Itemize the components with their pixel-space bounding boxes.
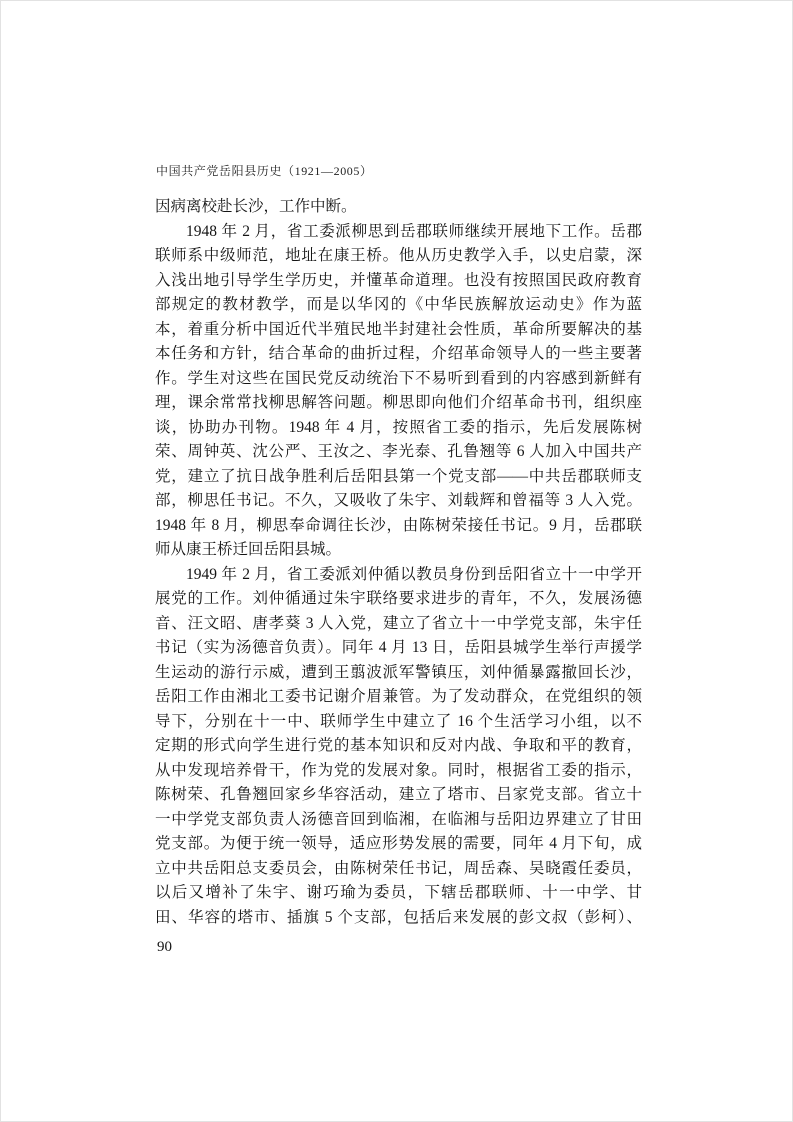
text-line: 岳阳工作由湘北工委书记谢介眉兼管。为了发动群众，在党组织的领 bbox=[155, 688, 642, 705]
text-line: 定期的形式向学生进行党的基本知识和反对内战、争取和平的教育， bbox=[155, 737, 642, 754]
text-line: 党支部。为便于统一领导，适应形势发展的需要，同年 4 月下旬，成 bbox=[155, 835, 642, 852]
text-line: 本，着重分析中国近代半殖民地半封建社会性质，革命所要解决的基 bbox=[155, 320, 642, 338]
text-line: 部，柳思任书记。不久，又吸收了朱宇、刘载辉和曾福等 3 人入党。 bbox=[155, 492, 642, 509]
text-line: 谈，协助办刊物。1948 年 4 月，按照省工委的指示，先后发展陈树 bbox=[155, 418, 642, 436]
text-line: 作。学生对这些在国民党反动统治下不易听到看到的内容感到新鲜有 bbox=[155, 369, 642, 387]
text-line: 本任务和方针，结合革命的曲折过程，介绍革命领导人的一些主要著 bbox=[155, 345, 642, 362]
text-line: 从中发现培养骨干，作为党的发展对象。同时，根据省工委的指示， bbox=[155, 761, 642, 779]
body-text bbox=[155, 195, 642, 930]
text-line: 导下，分别在十一中、联师学生中建立了 16 个生活学习小组，以不 bbox=[155, 712, 642, 730]
text-line: 党，建立了抗日战争胜利后岳阳县第一个党支部——中共岳郡联师支 bbox=[155, 467, 642, 485]
text-line: 田、华容的塔市、插旗 5 个支部，包括后来发展的彭文叔（彭柯）、 bbox=[155, 908, 642, 926]
text-line: 理，课余常常找柳思解答问题。柳思即向他们介绍革命书刊，组织座 bbox=[155, 394, 642, 411]
page-number: 90 bbox=[157, 939, 172, 955]
text-line: 生运动的游行示威，遭到王翦波派军警镇压，刘仲循暴露撤回长沙， bbox=[155, 663, 642, 681]
text-line: 音、汪文昭、唐孝葵 3 人入党，建立了省立十一中学党支部，朱宇任 bbox=[155, 614, 642, 632]
text-line: 1949 年 2 月，省工委派刘仲循以教员身份到岳阳省立十一中学开 bbox=[186, 565, 642, 583]
text-line: 以后又增补了朱宇、谢巧瑜为委员，下辖岳郡联师、十一中学、甘 bbox=[155, 884, 642, 901]
text-line: 陈树荣、孔鲁翘回家乡华容活动，建立了塔市、吕家党支部。省立十 bbox=[155, 786, 642, 803]
text-line: 部规定的教材教学，而是以华冈的《中华民族解放运动史》作为蓝 bbox=[155, 296, 642, 313]
text-line: 联师系中级师范，地址在康王桥。他从历史教学入手，以史启蒙，深 bbox=[155, 247, 642, 264]
text-line: 荣、周钟英、沈公严、王汝之、李光泰、孔鲁翘等 6 人加入中国共产 bbox=[155, 443, 642, 460]
text-line: 立中共岳阳总支委员会，由陈树荣任书记，周岳森、吴晓霞任委员， bbox=[155, 859, 642, 877]
text-line: 师从康王桥迁回岳阳县城。 bbox=[155, 541, 342, 558]
text-line: 1948 年 8 月，柳思奉命调往长沙，由陈树荣接任书记。9 月，岳郡联 bbox=[155, 516, 642, 534]
text-line: 书记（实为汤德音负责）。同年 4 月 13 日，岳阳县城学生举行声援学 bbox=[155, 639, 642, 656]
text-line: 入浅出地引导学生学历史，并懂革命道理。也没有按照国民政府教育 bbox=[155, 271, 642, 289]
running-header: 中国共产党岳阳县历史（1921—2005） bbox=[156, 164, 373, 178]
text-line: 一中学党支部负责人汤德音回到临湘，在临湘与岳阳边界建立了甘田 bbox=[155, 810, 642, 828]
text-line: 1948 年 2 月，省工委派柳思到岳郡联师继续开展地下工作。岳郡 bbox=[186, 222, 642, 240]
text-line: 展党的工作。刘仲循通过朱宇联络要求进步的青年，不久，发展汤德 bbox=[155, 590, 642, 607]
text-line: 因病离校赴长沙，工作中断。 bbox=[155, 198, 357, 215]
